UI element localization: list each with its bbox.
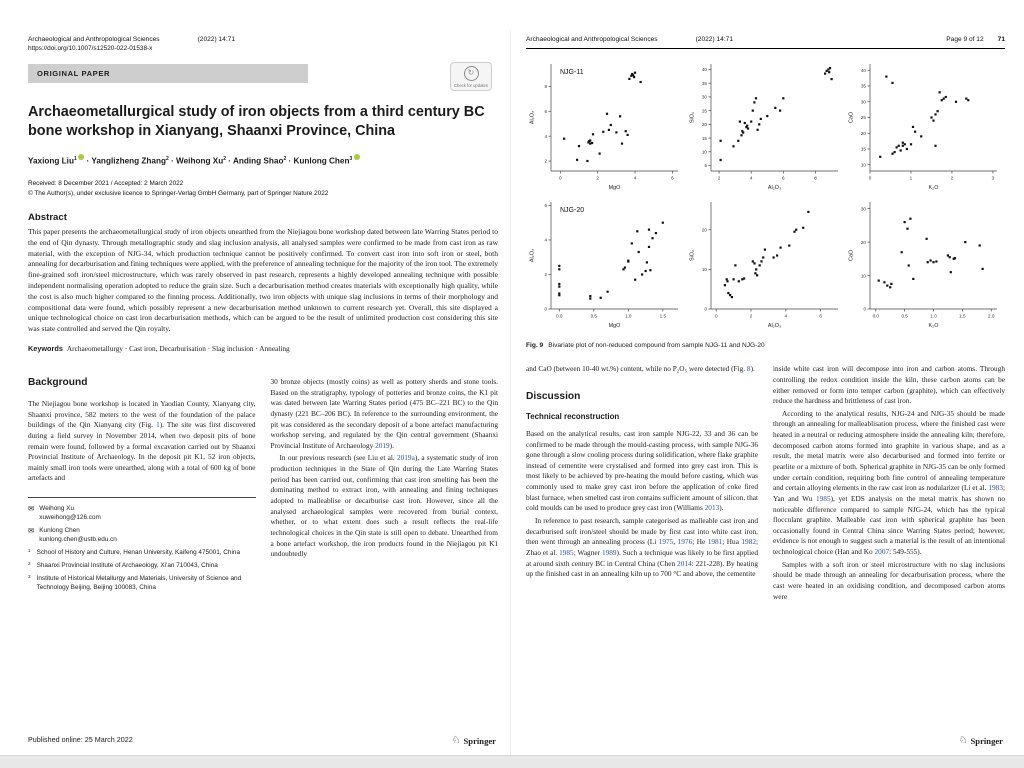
affiliation-number: 3 <box>28 573 31 579</box>
scatter-njg11-mgo-al2o3 <box>526 55 686 193</box>
svg-text:2: 2 <box>544 272 547 278</box>
svg-text:0.5: 0.5 <box>590 313 597 319</box>
svg-text:0: 0 <box>869 175 872 181</box>
affiliation-text: Shaanxi Provincial Institute of Archaeology, Xi'an 710043, China <box>36 561 218 569</box>
text-segment: ; Zhao et al. <box>526 537 759 557</box>
svg-text:20: 20 <box>701 122 707 128</box>
body-paragraph <box>271 377 499 451</box>
envelope-icon: ✉ <box>28 504 35 514</box>
article-number: 71 <box>997 36 1005 43</box>
author-separator: · <box>84 157 92 167</box>
svg-text:25: 25 <box>701 108 707 114</box>
keywords-line <box>28 344 498 353</box>
svg-text:1: 1 <box>910 175 913 181</box>
two-column-body <box>526 364 1005 602</box>
discussion-heading: Discussion <box>526 390 581 402</box>
springer-horse-icon: ♘ <box>451 735 461 746</box>
svg-text:20: 20 <box>861 130 867 136</box>
text-segment: ). <box>389 440 394 450</box>
background-heading: Background <box>28 376 88 388</box>
author-affiliation-sup: 3 <box>349 156 353 163</box>
author-name: Weihong Xu <box>176 157 224 167</box>
svg-text:15: 15 <box>861 146 867 152</box>
footnote-rule <box>28 497 256 498</box>
svg-text:4: 4 <box>784 313 787 319</box>
page-divider <box>510 30 511 756</box>
svg-text:2: 2 <box>596 175 599 181</box>
author-affiliation-sup: 2 <box>165 156 169 163</box>
body-paragraph <box>271 453 499 559</box>
author-separator: · <box>168 157 177 167</box>
keywords-label: Keywords <box>28 343 63 353</box>
svg-text:SiO₂: SiO₂ <box>689 111 696 124</box>
text-segment: In our previous research (see Liu et al. <box>279 453 397 463</box>
svg-text:25: 25 <box>861 115 867 121</box>
springer-logo <box>452 735 496 746</box>
author-affiliation-sup: 1 <box>73 156 77 163</box>
running-header <box>28 36 498 43</box>
citation-link[interactable]: 1982 <box>741 537 756 547</box>
text-segment: ; Wagner <box>573 547 602 557</box>
correspondence-block <box>28 505 256 545</box>
svg-text:6: 6 <box>544 108 547 114</box>
published-online: Published online: 25 March 2022 <box>28 735 133 744</box>
author-separator: · <box>225 157 233 167</box>
citation-link[interactable]: 1976 <box>677 537 693 547</box>
journal-issue: (2022) 14:71 <box>197 36 236 43</box>
svg-text:MgO: MgO <box>608 323 621 329</box>
svg-text:0.0: 0.0 <box>556 313 563 319</box>
svg-text:0: 0 <box>863 306 867 312</box>
citation-link[interactable]: 1985 <box>816 493 831 503</box>
citation-link[interactable]: 2013 <box>704 503 720 513</box>
envelope-icon: ✉ <box>28 526 35 536</box>
svg-text:1.0: 1.0 <box>625 313 632 319</box>
affiliations-block <box>28 549 256 593</box>
column-left <box>28 377 256 593</box>
springer-logo <box>959 735 1003 746</box>
body-paragraph <box>526 429 758 514</box>
check-updates-label: Check for updates <box>454 83 488 88</box>
citation-link[interactable]: 2019 <box>375 440 390 450</box>
citation-link[interactable]: 8 <box>746 364 751 374</box>
affiliation-text: Institute of Historical Metallurgy and Materials, University of Science and Technology Beijing, Beijing 100083, China <box>36 574 242 591</box>
authors-line <box>28 154 498 166</box>
svg-text:35: 35 <box>701 80 707 86</box>
svg-text:1.5: 1.5 <box>959 313 966 319</box>
journal-name: Archaeological and Anthropological Sciences <box>28 36 160 43</box>
doi-link[interactable]: https://doi.org/10.1007/s12520-022-01538-x <box>28 45 153 52</box>
svg-text:4: 4 <box>633 175 637 181</box>
springer-label: Springer <box>970 735 1003 746</box>
body-paragraph <box>526 516 758 580</box>
correspondence-entry <box>28 527 256 545</box>
svg-text:10: 10 <box>861 162 867 168</box>
journal-issue: (2022) 14:71 <box>695 36 734 43</box>
citation-link[interactable]: 1989 <box>601 547 617 557</box>
svg-text:2: 2 <box>544 158 547 164</box>
body-paragraph <box>773 409 1005 558</box>
scatter-njg20-al2o3-sio2 <box>686 193 846 331</box>
scatter-njg20-k2o-cao <box>845 193 1005 331</box>
body-paragraph <box>526 364 758 375</box>
svg-text:2: 2 <box>749 313 752 319</box>
svg-text:30: 30 <box>861 206 867 212</box>
column-right <box>271 377 499 593</box>
citation-link[interactable]: 1983 <box>988 483 1003 493</box>
keywords-text: Archaeometallurgy · Cast iron, Decarburisation · Slag inclusion · Annealing <box>66 343 290 353</box>
text-segment: ), a systematic study of iron production techniques in the State of Qin during the Late Warring States period has been carried out, confirming that cast iron smelting has been the dominating method to extract iron, with annealing and fining techniques adopted to malleablise or decarburise cast iron. However, since all the analysed archaeological samples were recovered from burial context, whether, or to what extent does such a result reflects the real-life technological choices in the Qin state is still open to debate. Unearthed from a bone artefact workshop, the iron products found in the Niejiagou pit K1 undoubtedly <box>270 453 498 559</box>
author-name: Yaxiong Liu <box>28 157 74 167</box>
figure-caption-text: Bivariate plot of non-reduced compound from sample NJG-11 and NJG-20 <box>548 342 765 349</box>
springer-label: Springer <box>463 735 496 746</box>
orcid-icon[interactable] <box>354 154 360 160</box>
text-segment: According to the analytical results, NJG-24 and NJG-35 should be made through an annealing for malleablisation process, where the finished cast were heated in a neutral or reducing atmosphere inside the annealing kiln; therefore, decomposed carbon atoms formed into graphite in various shape, and as a result, the metal matrix were also decarburised and formed into ferrite or pearlite or a mixture of both. Spherical graphite in NJG-35 can be only formed under certain condition, requiring both fine control of annealing temperature and certain alloying elements in the raw cast iron as nodularizer (Li et al. <box>773 408 1005 493</box>
citation-link[interactable]: 2014 <box>677 558 692 568</box>
svg-text:CaO: CaO <box>848 111 855 124</box>
svg-text:K₂O: K₂O <box>928 323 939 329</box>
correspondence-name: Kunlong Chen <box>39 527 80 535</box>
svg-text:SiO₂: SiO₂ <box>689 249 696 262</box>
svg-text:2.0: 2.0 <box>988 313 995 319</box>
author-affiliation-sup: 2 <box>283 156 287 163</box>
paper-type-row <box>28 64 498 88</box>
svg-text:0: 0 <box>544 306 547 312</box>
scatter-njg11-k2o-cao <box>845 55 1005 193</box>
svg-text:10: 10 <box>701 267 707 273</box>
svg-text:0.0: 0.0 <box>872 313 880 319</box>
author-name: Anding Shao <box>232 157 284 167</box>
text-segment: ). Such a technique was likely to be first applied at around sixth century BC in Central China (Chen <box>526 547 758 568</box>
text-segment: and CaO (between 10-40 wt.%) content, while no P₂O₅ were detected (Fig. <box>526 364 747 374</box>
svg-text:NJG-11: NJG-11 <box>560 69 584 76</box>
svg-text:MgO: MgO <box>608 185 621 191</box>
page-9 <box>518 0 1015 756</box>
svg-text:20: 20 <box>701 227 707 233</box>
text-segment: ; He <box>692 537 708 547</box>
body-paragraph: inside white cast iron will decompose into iron and carbon atoms. Through controlling the redox condition inside the kiln, these carbon atoms can be either removed or form into temper carbon (graphite), which can effectively reduce the hardness and brittleness of cast iron. <box>773 364 1005 406</box>
copyright-line: © The Author(s), under exclusive licence to Springer-Verlag GmbH Germany, part of Springer Nature 2022 <box>28 190 329 198</box>
svg-text:20: 20 <box>861 239 867 245</box>
citation-link[interactable]: 1 <box>156 420 160 430</box>
scatter-njg11-al2o3-sio2 <box>686 55 846 193</box>
svg-text:Al₂O₃: Al₂O₃ <box>767 323 781 329</box>
journal-name: Archaeological and Anthropological Sciences <box>526 36 658 43</box>
scatter-njg20-mgo-al2o3 <box>526 193 686 331</box>
background-paragraph <box>28 399 256 484</box>
text-segment: The Niejiagou bone workshop is located in Yaodian County, Xianyang city, Shaanxi province, 582 meters to the west of the foundation of the palace buildings of the Qin Xianyang city (Fig. <box>28 398 256 430</box>
svg-text:6: 6 <box>671 175 674 181</box>
springer-horse-icon: ♘ <box>958 735 968 746</box>
svg-text:2: 2 <box>950 175 954 181</box>
correspondence-name: Weihong Xu <box>39 505 74 513</box>
update-arrow-icon: ↻ <box>464 66 479 81</box>
header-rule <box>526 48 1005 49</box>
figure-label: Fig. 9 <box>526 342 544 349</box>
author-affiliation-sup: 2 <box>223 156 226 163</box>
text-segment: ; Yan and Wu <box>773 483 1005 503</box>
text-segment: ). <box>750 364 755 374</box>
svg-text:40: 40 <box>861 67 867 73</box>
svg-text:0: 0 <box>704 306 707 312</box>
page-title: Archaeometallurgical study of iron objects from a third century BC bone workshop in Xianyang, Shaanxi Province, China <box>28 104 485 139</box>
page-1 <box>20 0 508 756</box>
viewer-bottom-bar <box>0 755 1024 768</box>
figure-9 <box>526 55 1005 331</box>
text-segment: ), yet EDS analysis on the metal matrix has shown no noticeable difference compared to sample NJG-24, which has the typical flocculant graphite. Malleable cast iron with spherical graphite has been occasionally found in Central China since Warring States period; however, evidence is not enough to suggest such a material is the result of an intentional technological choice (Han and Ko <box>773 493 1006 557</box>
svg-text:10: 10 <box>861 273 867 279</box>
svg-text:5: 5 <box>704 163 707 169</box>
svg-text:1.5: 1.5 <box>659 313 667 319</box>
check-updates-badge[interactable] <box>450 62 492 91</box>
svg-text:4: 4 <box>544 133 547 139</box>
affiliation-entry <box>28 562 256 571</box>
received-accepted: Received: 8 December 2021 / Accepted: 2 March 2022 <box>28 180 184 188</box>
citation-link[interactable]: 2007 <box>874 547 890 557</box>
svg-text:30: 30 <box>701 94 707 100</box>
text-segment: In reference to past research, sample categorised as malleable cast iron and decarburised soft iron/steel should be made by first cast into white cast iron, then went through an annealing process (Li <box>526 515 758 547</box>
citation-link[interactable]: 1985 <box>559 547 574 557</box>
article-meta <box>28 179 498 199</box>
correspondence-email[interactable]: xuweihong@126.com <box>39 514 101 522</box>
citation-link[interactable]: 1975 <box>658 537 674 547</box>
svg-text:6: 6 <box>818 313 822 319</box>
text-segment: Based on the analytical results, cast iron sample NJG-22, 33 and 36 can be confirmed to be made through the mould-casting process, with sample NJG-36 gone through a slow cooling process during solidification, where flake graphite instead of cementite were crystalised and formed into grey cast iron. This is most likely to be achieved by pre-heating the mould before casting, which was commonly used to make grey cast iron before the application of coke fired blast furnace, when smelted cast iron contains sufficient amount of silicon, that cold moulds can be used to produce grey cast iron (Williams <box>526 428 758 513</box>
svg-text:Al₂O₃: Al₂O₃ <box>529 110 536 125</box>
affiliation-entry <box>28 575 256 593</box>
correspondence-entry <box>28 505 256 523</box>
svg-text:0: 0 <box>559 175 562 181</box>
svg-text:15: 15 <box>701 135 707 141</box>
svg-text:8: 8 <box>813 175 817 181</box>
citation-link[interactable]: 1981 <box>707 537 723 547</box>
svg-text:Al₂O₃: Al₂O₃ <box>529 248 536 263</box>
svg-text:4: 4 <box>544 237 547 243</box>
text-segment: ). The site was first discovered during a field survey in November 2014, when two deposit pits of bone remain were found, followed by a formal excavation carried out by Shaanxi Provincial Institute of Archaeology. In the deposit pit K1, 52 iron objects, mainly small iron tools were unearthed, along with a total of 600 kg of bone artefacts and <box>28 420 256 483</box>
body-paragraph: Samples with a soft iron or steel microstructure with no slag inclusions should be made through an annealing for decarburisation process, where the cast were heated in an oxidising condition, and decomposed carbon atoms were <box>773 559 1005 601</box>
svg-text:4: 4 <box>749 175 753 181</box>
column-left <box>526 364 758 602</box>
affiliation-entry <box>28 549 256 558</box>
svg-text:8: 8 <box>544 84 547 90</box>
svg-text:10: 10 <box>701 149 707 155</box>
text-segment: : 221-228). By heating up the finished cast in an annealing kiln up to 700 °C and above, the cementite <box>526 558 758 579</box>
text-segment: , <box>673 537 678 547</box>
affiliation-number: 1 <box>28 547 31 553</box>
svg-text:CaO: CaO <box>848 249 855 262</box>
technical-reconstruction-subheading: Technical reconstruction <box>526 411 620 421</box>
svg-text:NJG-20: NJG-20 <box>560 207 585 214</box>
svg-text:2: 2 <box>717 175 720 181</box>
text-segment: 30 bronze objects (mostly coins) as well as pottery sherds and stone tools. Based on the stratigraphy, typology of potteries and bronze coins, the K1 pit was dated between late Warring States period (475 BC–221 BC) to the Qin dynasty (221 BC–206 BC). In reference to the surrounding environment, the pit was considered as the secondary deposit of a bone artefact manufacturing workshop serving, and regulated by the Qin central government (Shaanxi Provincial Institute of Archaeology <box>270 376 498 450</box>
svg-text:40: 40 <box>701 67 707 73</box>
svg-text:Al₂O₃: Al₂O₃ <box>767 185 781 191</box>
svg-text:K₂O: K₂O <box>928 185 939 191</box>
two-column-body <box>28 377 498 593</box>
author-name: Yanglizheng Zhang <box>91 157 166 167</box>
svg-text:6: 6 <box>544 203 547 209</box>
paper-type-label: ORIGINAL PAPER <box>28 64 308 83</box>
abstract-text: This paper presents the archaeometallurgical study of iron objects unearthed from the Niejiagou bone workshop dated between late Warring States period to the end of Qin dynasty. Through metallographic study and slag inclusion analysis, all analysed samples were confirmed to be made from cast iron as raw material, with the exception of NJG-34, which production technique cannot be positively confirmed. To convert cast iron into soft iron or steel, both annealing for decarburisation and fining techniques were applied, with the preference of annealing technique for the majority of the iron tool. The extremely fine-grained soft iron/steel microstructure, which was rarely observed in past research, represents a highly developed annealing technique with possible independent normalising operation adopted to reduce the grain size. Such a decarburisation method creates materials with exceptionally high quality, while the cost is also much higher compared to the finning process. Additionally, two iron objects with unique slag inclusions in terms of their morphology and compositional data were found, which possibly represent a new decarburisation method unknown to current research yet. Overall, this site displayed a unique technological choice on cast iron decarburisation methods, which can be argued to be the result of unlimited production cost considering this site was state controlled and served the Qin royalty. <box>28 227 498 334</box>
svg-text:0.5: 0.5 <box>901 313 909 319</box>
author-separator: · <box>286 157 294 167</box>
affiliation-number: 2 <box>28 560 31 566</box>
citation-link[interactable]: 2019a <box>396 453 415 463</box>
figure-caption <box>526 341 1005 350</box>
text-segment: : 549-555). <box>889 547 922 557</box>
abstract-heading: Abstract <box>28 212 67 224</box>
svg-text:1.0: 1.0 <box>930 313 938 319</box>
text-segment: ). <box>719 503 724 513</box>
author-name: Kunlong Chen <box>293 157 350 167</box>
svg-text:0: 0 <box>714 313 718 319</box>
svg-text:35: 35 <box>861 83 867 89</box>
text-segment: ; Hua <box>722 537 742 547</box>
column-right <box>773 364 1005 602</box>
correspondence-email[interactable]: kunlong.chen@ustb.edu.cn <box>39 536 117 544</box>
svg-text:6: 6 <box>781 175 785 181</box>
page-info: Page 9 of 12 <box>946 36 984 43</box>
svg-text:3: 3 <box>991 175 995 181</box>
running-header <box>526 36 1005 43</box>
svg-text:30: 30 <box>861 99 867 105</box>
affiliation-text: School of History and Culture, Henan University, Kaifeng 475001, China <box>36 548 240 556</box>
